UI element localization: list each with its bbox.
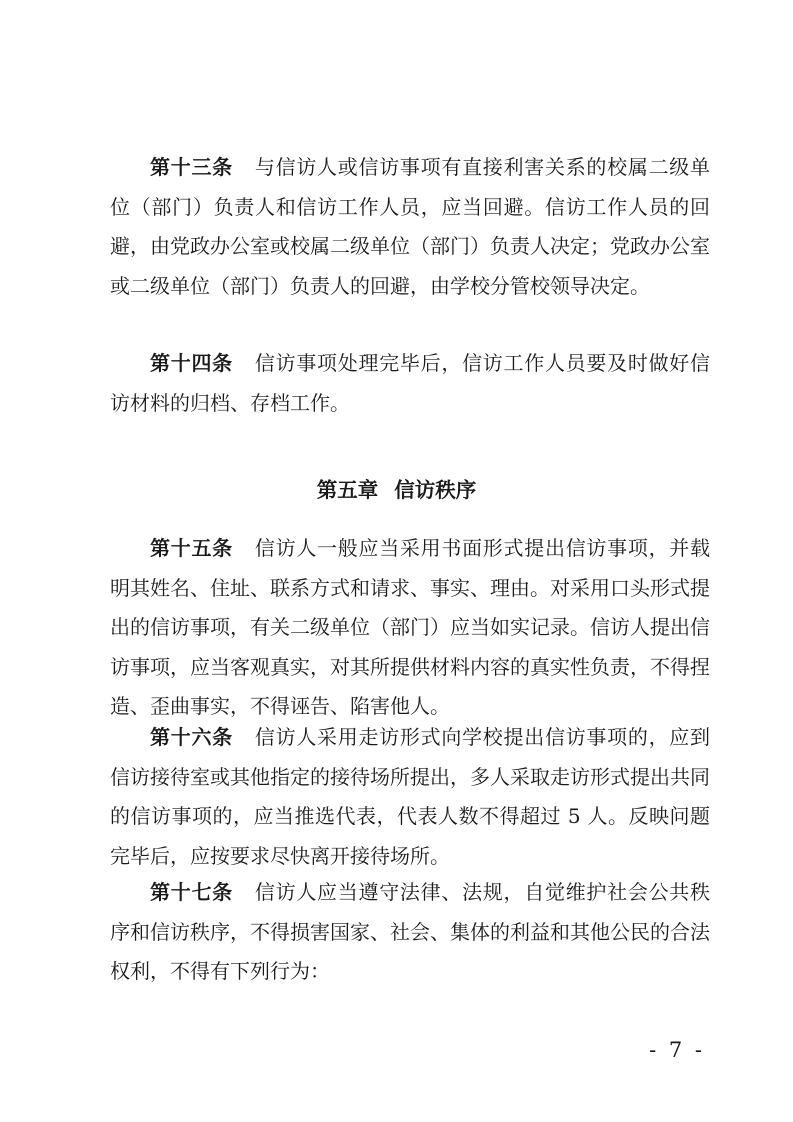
article-14-heading: 第十四条 xyxy=(150,351,233,375)
article-16-heading: 第十六条 xyxy=(150,725,233,749)
chapter-title: 信访秩序 xyxy=(394,478,477,502)
chapter-number: 第五章 xyxy=(316,478,379,502)
article-17-heading: 第十七条 xyxy=(150,880,233,904)
article-15-text: 信访人一般应当采用书面形式提出信访事项，并载明其姓名、住址、联系方式和请求、事实、理由。对采用口头形式提出的信访事项，有关二级单位（部门）应当如实记录。信访人提出信访事项，应当客观真实，对其所提供材料内容的真实性负责，不得捏造、歪曲事实，不得诬告、陷害他人。 xyxy=(110,536,711,718)
article-17-text: 信访人应当遵守法律、法规，自觉维护社会公共秩序和信访秩序，不得损害国家、社会、集体的利益和其他公民的合法权利，不得有下列行为： xyxy=(110,880,711,983)
chapter-heading xyxy=(0,470,793,510)
article-16-text: 信访人采用走访形式向学校提出信访事项的，应到信访接待室或其他指定的接待场所提出，多人采取走访形式提出共同的信访事项的，应当推选代表，代表人数不得超过 5 人。反映问题完毕后，应按要求尽快离开接待场所。 xyxy=(110,725,711,868)
article-15-heading: 第十五条 xyxy=(150,536,233,560)
page-number: - 7 - xyxy=(649,1038,705,1062)
article-14-text: 信访事项处理完毕后，信访工作人员要及时做好信访材料的归档、存档工作。 xyxy=(110,351,711,415)
article-13-heading: 第十三条 xyxy=(150,155,233,179)
article-13 xyxy=(110,148,710,306)
article-17 xyxy=(110,873,710,992)
article-16 xyxy=(110,718,710,876)
article-13-text: 与信访人或信访事项有直接利害关系的校属二级单位（部门）负责人和信访工作人员，应当回避。信访工作人员的回避，由党政办公室或校属二级单位（部门）负责人决定；党政办公室或二级单位（部门）负责人的回避，由学校分管校领导决定。 xyxy=(110,155,711,298)
article-15 xyxy=(110,529,710,727)
article-14 xyxy=(110,344,710,423)
